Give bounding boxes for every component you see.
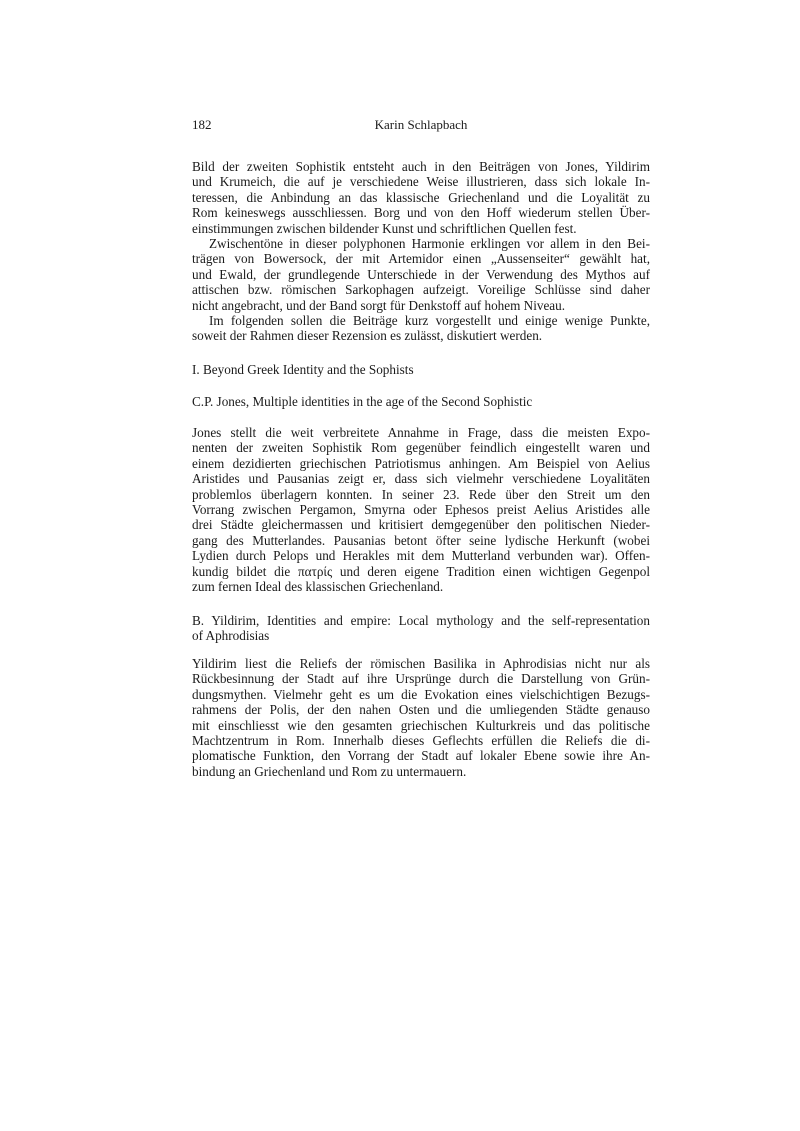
text-line: einem dezidierten griechischen Patriotismus anhingen. Am Beispiel von Aelius: [192, 455, 650, 471]
text-line: problemlos überlagern konnten. In seiner 23. Rede über den Streit um den: [192, 486, 650, 502]
text-line: Vorrang zwischen Pergamon, Smyrna oder Ephesos preist Aelius Aristides alle: [192, 501, 650, 517]
text-line: Yildirim liest die Reliefs der römischen Basilika in Aphrodisias nicht nur als: [192, 656, 650, 671]
text-line: einstimmungen zwischen bildender Kunst und schriftlichen Quellen fest.: [192, 220, 577, 236]
text-line: Rückbesinnung der Stadt auf ihre Ursprünge durch die Darstellung von Grün-: [192, 671, 650, 687]
text-line: Rom keineswegs ausschliessen. Borg und von den Hoff wiederum stellen Über-: [192, 205, 650, 221]
text-line: dungsmythen. Vielmehr geht es um die Evokation eines vielschichtigen Bezugs-: [192, 686, 650, 702]
section-heading: [192, 362, 650, 377]
running-head: Karin Schlapbach: [374, 117, 468, 132]
review-1-body: [192, 425, 650, 594]
review-title-line: C.P. Jones, Multiple identities in the age of the Second Sophistic: [192, 394, 533, 409]
text-line: zum fernen Ideal des klassischen Griechenland.: [192, 578, 444, 594]
text-line: nenten der zweiten Sophistik Rom gegenüber feindlich eingestellt waren und: [192, 440, 650, 456]
review-title-line: of Aphrodisias: [192, 628, 270, 644]
page-header: [192, 117, 650, 133]
text-line: Jones stellt die weit verbreitete Annahme in Frage, dass die meisten Expo-: [192, 425, 650, 440]
review-1-title: [192, 394, 650, 409]
paragraph: [192, 313, 650, 344]
text-line: Aristides und Pausanias zeigt er, dass sich vielmehr verschiedene Loyalitäten: [192, 471, 650, 487]
review-title-line: B. Yildirim, Identities and empire: Local mythology and the self-representation: [192, 613, 650, 628]
paragraph: [192, 159, 650, 236]
text-line: attischen bzw. römischen Sarkophagen aufzeigt. Voreilige Schlüsse sind daher: [192, 282, 650, 298]
review-2-body: [192, 656, 650, 779]
text-line: kundig bildet die πατρίς und deren eigene Tradition einen wichtigen Gegenpol: [192, 563, 650, 579]
text-line: soweit der Rahmen dieser Rezension es zulässt, diskutiert werden.: [192, 328, 543, 344]
text-line: bindung an Griechenland und Rom zu untermauern.: [192, 763, 467, 779]
text-line: Zwischentöne in dieser polyphonen Harmonie erklingen vor allem in den Bei-: [209, 235, 650, 251]
text-line: teressen, die Anbindung an das klassische Griechenland und die Loyalität zu: [192, 189, 650, 205]
text-line: und Ewald, der grundlegende Unterschiede in der Verwendung des Mythos auf: [192, 266, 650, 282]
text-line: Lydien durch Pelops und Herakles mit dem Mutterland verbunden war). Offen-: [192, 548, 650, 564]
paragraph: [192, 236, 650, 313]
text-line: trägen von Bowersock, der mit Artemidor einen „Aussenseiter“ gewählt hat,: [192, 251, 650, 267]
page-number: 182: [192, 117, 212, 132]
text-line: nicht angebracht, und der Band sorgt für Denkstoff auf hohem Niveau.: [192, 297, 566, 313]
text-line: plomatische Funktion, den Vorrang der Stadt auf lokaler Ebene sowie ihre An-: [192, 748, 650, 764]
text-line: Machtzentrum in Rom. Innerhalb dieses Geflechts erfüllen die Reliefs die di-: [192, 732, 650, 748]
text-line: gang des Mutterlandes. Pausanias betont öfter seine lydische Herkunft (wobei: [192, 532, 650, 548]
text-line: Im folgenden sollen die Beiträge kurz vorgestellt und einige wenige Punkte,: [209, 312, 650, 328]
text-line: drei Städte gleichermassen und kritisiert demgegenüber den politischen Nieder-: [192, 517, 650, 533]
section-heading-text: I. Beyond Greek Identity and the Sophists: [192, 362, 414, 377]
review-2-title: [192, 613, 650, 644]
text-line: und Krumeich, die auf je verschiedene Weise illustrieren, dass sich lokale In-: [192, 174, 650, 190]
intro-text: [192, 159, 650, 344]
text-line: rahmens der Polis, der den nahen Osten und die umliegenden Städte genauso: [192, 702, 650, 718]
text-line: Bild der zweiten Sophistik entsteht auch in den Beiträgen von Jones, Yildirim: [192, 159, 650, 174]
text-line: mit einschliesst wie den gesamten griechischen Kulturkreis und das politische: [192, 717, 650, 733]
